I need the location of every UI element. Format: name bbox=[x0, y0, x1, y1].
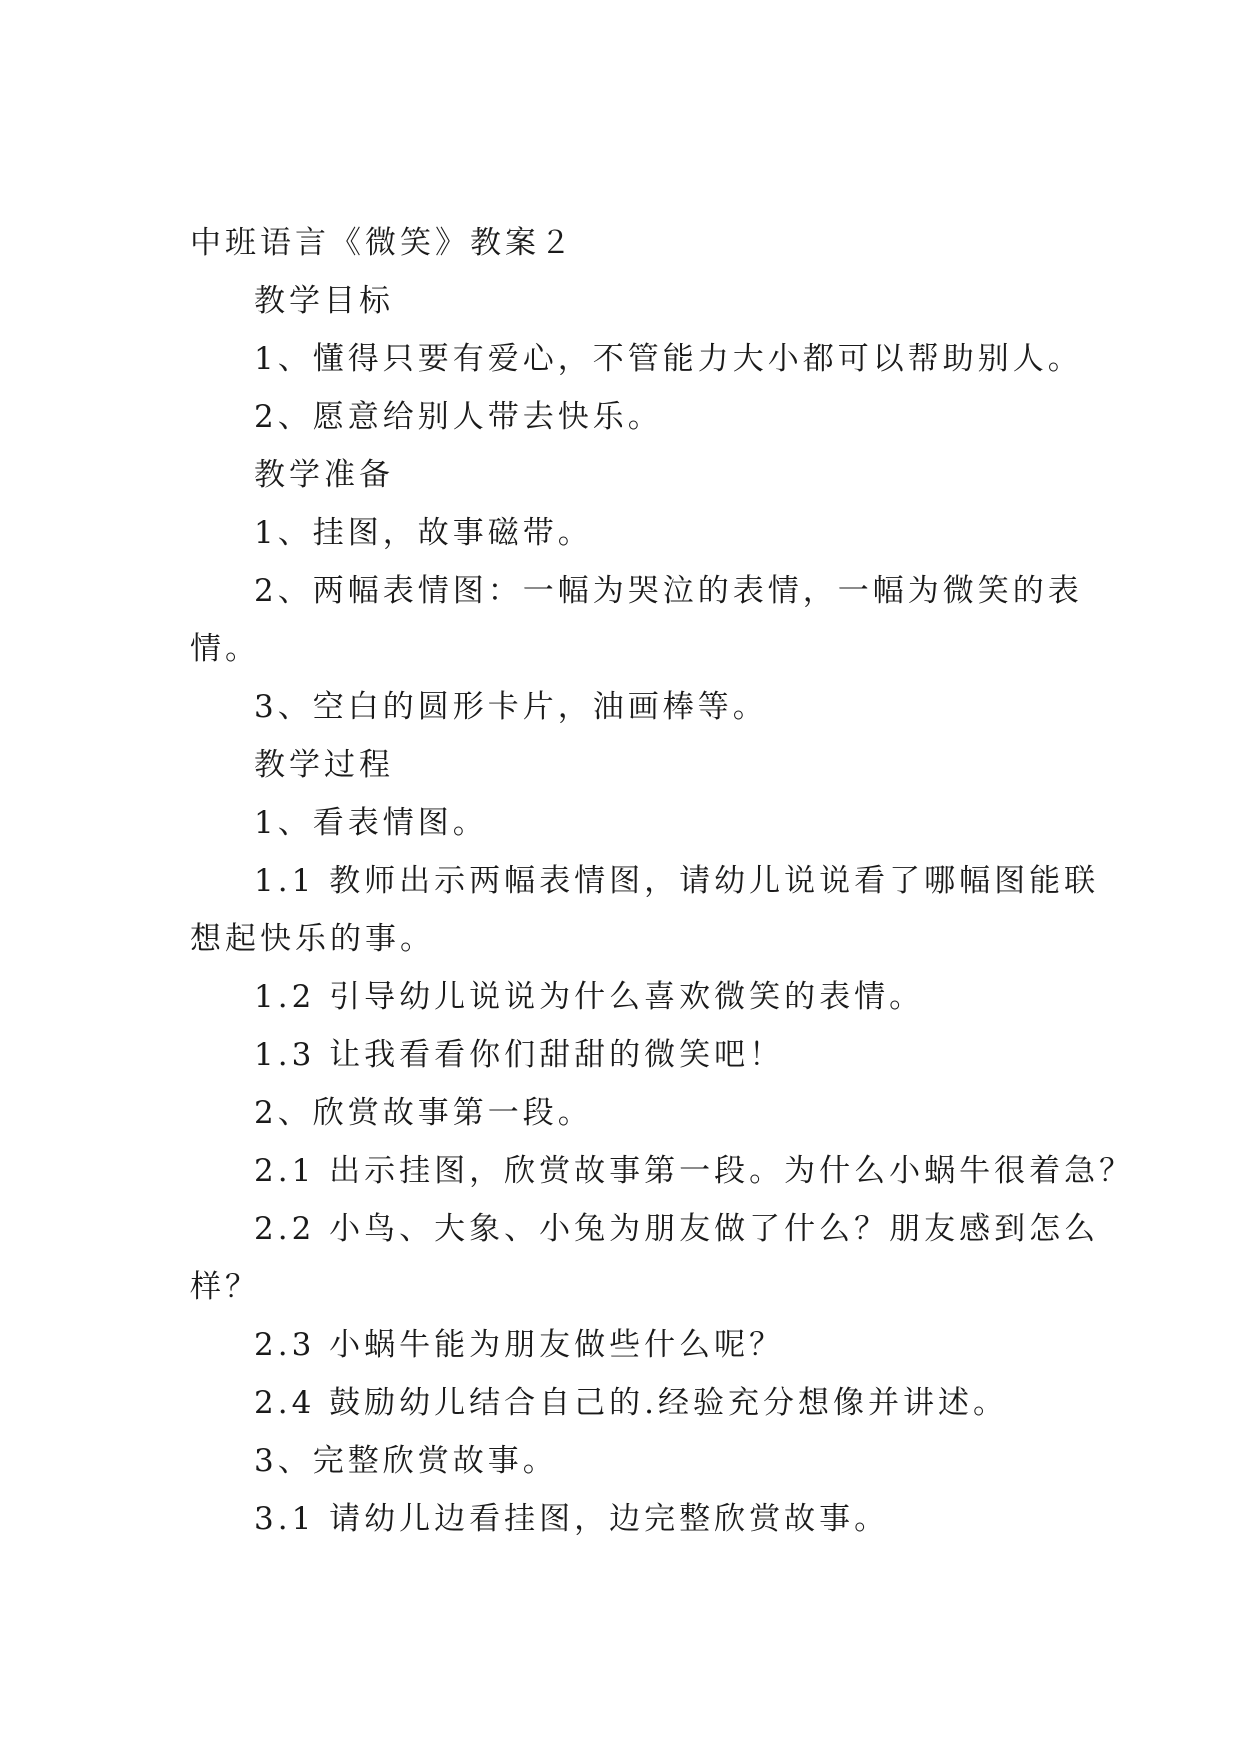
paragraph-line: 2.1 出示挂图，欣赏故事第一段。为什么小蜗牛很着急？ bbox=[254, 1153, 1135, 1189]
paragraph-line: 3、空白的圆形卡片，油画棒等。 bbox=[254, 689, 768, 725]
paragraph-line: 教学目标 bbox=[254, 283, 394, 319]
paragraph-list bbox=[190, 272, 1135, 1548]
paragraph-line: 1.3 让我看看你们甜甜的微笑吧！ bbox=[254, 1037, 785, 1073]
document-title: 中班语言《微笑》教案２ bbox=[190, 225, 575, 261]
paragraph-line: 1、看表情图。 bbox=[254, 805, 488, 841]
paragraph-line: 样？ bbox=[190, 1269, 260, 1305]
paragraph-line: 1、挂图，故事磁带。 bbox=[254, 515, 593, 551]
paragraph-line: 2、两幅表情图：一幅为哭泣的表情，一幅为微笑的表 bbox=[254, 573, 1083, 609]
paragraph-line: 1.1 教师出示两幅表情图，请幼儿说说看了哪幅图能联 bbox=[254, 863, 1100, 899]
paragraph-line: 情。 bbox=[190, 631, 260, 667]
paragraph-line: 2.2 小鸟、大象、小兔为朋友做了什么？朋友感到怎么 bbox=[254, 1211, 1100, 1247]
document-body bbox=[190, 214, 1135, 1548]
paragraph-line: 2.4 鼓励幼儿结合自己的.经验充分想像并讲述。 bbox=[254, 1385, 1009, 1421]
paragraph-line: 教学过程 bbox=[254, 747, 394, 783]
paragraph-line: 1.2 引导幼儿说说为什么喜欢微笑的表情。 bbox=[254, 979, 925, 1015]
paragraph-line: 想起快乐的事。 bbox=[190, 921, 435, 957]
paragraph-line: 3、完整欣赏故事。 bbox=[254, 1443, 558, 1479]
paragraph-line: 2、欣赏故事第一段。 bbox=[254, 1095, 593, 1131]
paragraph-line: 2.3 小蜗牛能为朋友做些什么呢？ bbox=[254, 1327, 785, 1363]
paragraph-line: 教学准备 bbox=[254, 457, 394, 493]
paragraph-line: 3.1 请幼儿边看挂图，边完整欣赏故事。 bbox=[254, 1501, 890, 1537]
paragraph-line: 1、懂得只要有爱心，不管能力大小都可以帮助别人。 bbox=[254, 341, 1083, 377]
paragraph-line: 2、愿意给别人带去快乐。 bbox=[254, 399, 663, 435]
